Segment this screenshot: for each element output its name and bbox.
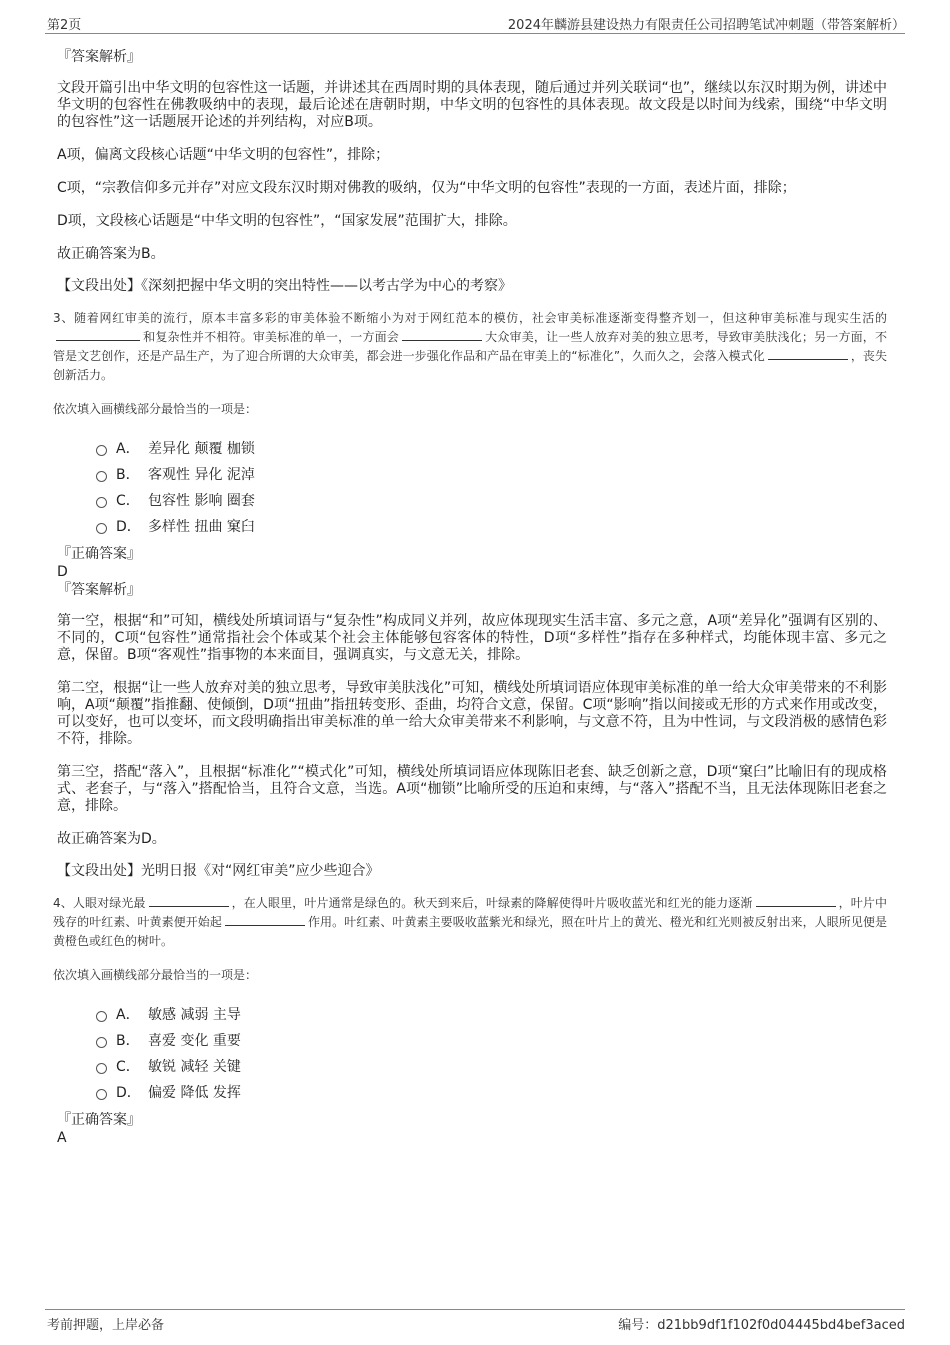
option-text: 喜爱 变化 重要 <box>148 1033 241 1049</box>
option-letter: A． <box>116 1007 140 1023</box>
radio-icon[interactable] <box>96 497 107 508</box>
q4-answer-label: 『正确答案』 <box>57 1112 141 1128</box>
q3-option-a[interactable] <box>57 435 887 461</box>
q3-text-part: 3、随着网红审美的流行，原本丰富多彩的审美体验不断缩小为对于网红范本的模仿，社会审美标准逐渐变得整齐划一，但这种审美标准与现实生活的 <box>53 311 887 325</box>
option-letter: C． <box>116 1059 140 1075</box>
q2-final-answer: 故正确答案为B。 <box>57 246 165 262</box>
option-letter: B． <box>116 1033 140 1049</box>
option-letter: D． <box>116 1085 141 1101</box>
option-text: 差异化 颠覆 枷锁 <box>148 441 255 457</box>
q3-question-text <box>53 309 887 385</box>
option-letter: B． <box>116 467 140 483</box>
q2-analysis-paragraph: A项，偏离文段核心话题“中华文明的包容性”，排除； <box>57 147 390 163</box>
q3-answer-label: 『正确答案』 <box>57 546 141 562</box>
q2-analysis-paragraph: 文段开篇引出中华文明的包容性这一话题，并讲述其在西周时期的具体表现，随后通过并列关联词“也”，继续以东汉时期为例，讲述中华文明的包容性在佛教吸纳中的表现，最后论述在唐朝时期，中华文明的包容性的具体表现。故文段是以时间为线索，围绕“中华文明的包容性”这一话题展开论述的并列结构，对应B项。 <box>57 80 887 130</box>
q3-source: 【文段出处】光明日报《对“网红审美”应少些迎合》 <box>57 863 380 879</box>
radio-icon[interactable] <box>96 445 107 456</box>
q3-final-answer: 故正确答案为D。 <box>57 831 166 847</box>
q3-option-b[interactable] <box>57 461 887 487</box>
radio-icon[interactable] <box>96 1063 107 1074</box>
q3-prompt: 依次填入画横线部分最恰当的一项是： <box>53 402 258 416</box>
option-text: 客观性 异化 泥淖 <box>148 467 255 483</box>
option-letter: D． <box>116 519 141 535</box>
q4-option-c[interactable] <box>57 1053 887 1079</box>
q3-text-part: 大众审美，让一些人放弃对美的独立思考，导致审美肤浅化；另一方面，不管是文艺创作，还是产品生产，为了迎合所谓的大众审美，都会进一步强化作品和产品在审美上的“标准化”，久而久之，会落入模式化 <box>53 330 887 363</box>
option-text: 偏爱 降低 发挥 <box>148 1085 241 1101</box>
q3-analysis-paragraph: 第一空，根据“和”可知，横线处所填词语与“复杂性”构成同义并列，故应体现现实生活丰富、多元之意，A项“差异化”强调有区别的、不同的，C项“包容性”通常指社会个体或某个社会主体能够包容客体的特性，D项“多样性”指存在多种样式，均能体现丰富、多元之意，保留。B项“客观性”指事物的本来面目，强调真实，与文意无关，排除。 <box>57 613 887 663</box>
q4-question-text <box>53 894 887 951</box>
q4-prompt: 依次填入画横线部分最恰当的一项是： <box>53 968 258 982</box>
q3-blank-3 <box>768 347 848 360</box>
q2-analysis-paragraph: C项，“宗教信仰多元并存”对应文段东汉时期对佛教的吸纳，仅为“中华文明的包容性”表现的一方面，表述片面，排除； <box>57 180 796 196</box>
q2-analysis-paragraph: D项，文段核心话题是“中华文明的包容性”，“国家发展”范围扩大，排除。 <box>57 213 517 229</box>
option-letter: C． <box>116 493 140 509</box>
q3-blank-1 <box>56 328 140 341</box>
q4-option-a[interactable] <box>57 1001 887 1027</box>
q4-text-part: 4、人眼对绿光最 <box>53 896 146 910</box>
footer-slogan: 考前押题，上岸必备 <box>47 1318 165 1333</box>
q2-analysis-label: 『答案解析』 <box>57 49 141 65</box>
option-text: 敏锐 减轻 关键 <box>148 1059 241 1075</box>
q3-analysis-paragraph: 第三空，搭配“落入”，且根据“标准化”“模式化”可知，横线处所填词语应体现陈旧老套、缺乏创新之意，D项“窠臼”比喻旧有的现成格式、老套子，与“落入”搭配恰当，且符合文意，当选。A项“枷锁”比喻所受的压迫和束缚，与“落入”搭配不当，且无法体现陈旧老套之意，排除。 <box>57 764 887 814</box>
option-letter: A． <box>116 441 140 457</box>
q3-option-d[interactable] <box>57 513 887 539</box>
q3-analysis-paragraph: 第二空，根据“让一些人放弃对美的独立思考，导致审美肤浅化”可知，横线处所填词语应体现审美标准的单一给大众审美带来的不利影响，A项“颠覆”指推翻、使倾倒，D项“扭曲”指扭转变形、歪曲，均符合文意，保留。C项“影响”指以间接或无形的方式来作用或改变，可以变好，也可以变坏，而文段明确指出审美标准的单一给大众审美带来不利影响，与文意不符，且为中性词，与文段消极的感情色彩不符，排除。 <box>57 680 887 747</box>
q4-blank-1 <box>149 894 229 907</box>
q4-answer: A <box>57 1130 67 1146</box>
q3-analysis-label: 『答案解析』 <box>57 582 141 598</box>
radio-icon[interactable] <box>96 1089 107 1100</box>
page-footer <box>45 1309 905 1333</box>
radio-icon[interactable] <box>96 1011 107 1022</box>
radio-icon[interactable] <box>96 523 107 534</box>
q3-text-part: ，丧失创新活力。 <box>53 349 887 382</box>
option-text: 包容性 影响 圈套 <box>148 493 255 509</box>
q3-text-part: 和复杂性并不相符。审美标准的单一，一方面会 <box>143 330 399 344</box>
q2-source: 【文段出处】《深刻把握中华文明的突出特性——以考古学为中心的考察》 <box>57 278 512 294</box>
q3-option-c[interactable] <box>57 487 887 513</box>
document-code: 编号：d21bb9df1f102f0d04445bd4bef3aced <box>618 1318 905 1333</box>
q4-options <box>57 1001 887 1105</box>
q4-text-part: 作用。叶红素、叶黄素主要吸收蓝紫光和绿光，照在叶片上的黄光、橙光和红光则被反射出来，人眼所见便是黄橙色或红色的树叶。 <box>53 915 887 948</box>
page-number: 第2页 <box>47 18 82 33</box>
q3-blank-2 <box>402 328 482 341</box>
q4-text-part: ，在人眼里，叶片通常是绿色的。秋天到来后，叶绿素的降解使得叶片吸收蓝光和红光的能力逐渐 <box>231 896 753 910</box>
radio-icon[interactable] <box>96 471 107 482</box>
page-content <box>53 48 887 1147</box>
q4-option-b[interactable] <box>57 1027 887 1053</box>
q4-text-part: ，叶片中残存的叶红素、叶黄素便开始起 <box>53 896 887 929</box>
page-header <box>45 14 905 34</box>
document-title: 2024年麟游县建设热力有限责任公司招聘笔试冲刺题（带答案解析） <box>507 18 905 33</box>
q3-options <box>57 435 887 539</box>
q4-blank-2 <box>756 894 836 907</box>
q4-option-d[interactable] <box>57 1079 887 1105</box>
option-text: 多样性 扭曲 窠臼 <box>148 519 255 535</box>
q4-blank-3 <box>225 913 305 926</box>
radio-icon[interactable] <box>96 1037 107 1048</box>
q3-answer: D <box>57 564 68 580</box>
option-text: 敏感 减弱 主导 <box>148 1007 241 1023</box>
